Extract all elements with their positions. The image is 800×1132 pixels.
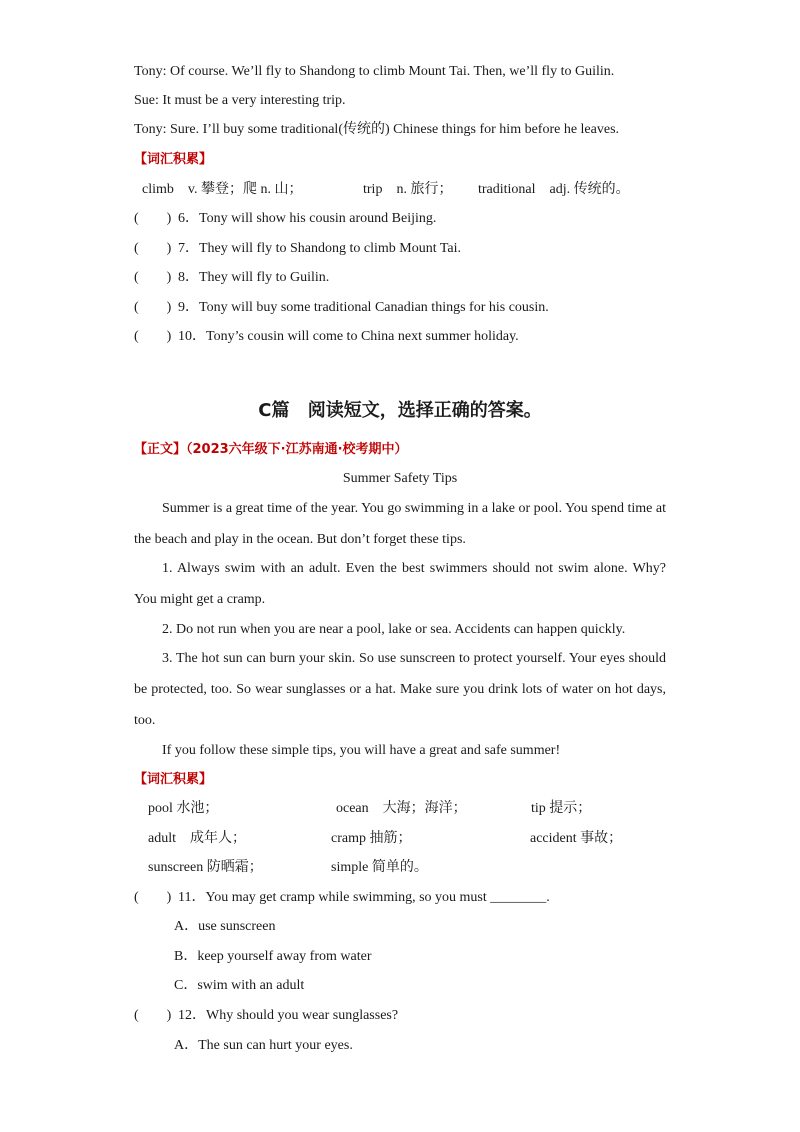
question-6 [134,210,436,228]
vocab-item: traditional adj. 传统的。 [478,182,630,197]
vocab-item: ocean 大海；海洋； [336,801,467,816]
section-title [0,396,800,422]
dialogue-line: Tony: Sure. I’ll buy some traditional(传统的) Chinese things for him before he leaves. [134,122,620,137]
section-instruction: 阅读短文，选择正确的答案。 [307,400,542,421]
answer-blank[interactable]: ( ) [134,300,172,315]
answer-blank[interactable]: ( ) [134,1008,172,1023]
question-8 [134,269,329,287]
passage-title: Summer Safety Tips [342,471,458,486]
passage-paragraph: Summer is a great time of the year. You go swimming in a lake or pool. You spend time at the beach and play in the ocean. But don’t forget these tips. [134,501,666,547]
answer-blank[interactable]: ( ) [134,329,172,344]
answer-blank[interactable]: ( ) [134,211,172,226]
vocab-item: trip n. 旅行； [363,182,453,197]
question-text: 12．Why should you wear sunglasses? [178,1008,399,1023]
question-12 [134,1007,398,1025]
question-10 [134,328,519,346]
question-9 [134,299,549,317]
vocab-item: adult 成年人； [148,831,246,846]
question-text: 8．They will fly to Guilin. [178,270,330,285]
vocab-item: climb v. 攀登；爬 n. 山； [142,182,303,197]
dialogue-line: Tony: Of course. We’ll fly to Shandong to climb Mount Tai. Then, we’ll fly to Guilin. [134,64,615,79]
answer-blank[interactable]: ( ) [134,270,172,285]
question-7 [134,240,461,258]
passage-paragraph: If you follow these simple tips, you will have a great and safe summer! [162,743,561,758]
question-text: 9．Tony will buy some traditional Canadian things for his cousin. [178,300,549,315]
vocab-heading: 【词汇积累】 [134,152,213,167]
vocab-heading: 【词汇积累】 [134,772,213,787]
passage-paragraph: 2. Do not run when you are near a pool, lake or sea. Accidents can happen quickly. [162,622,626,637]
question-11 [134,889,550,907]
option-b[interactable]: B．keep yourself away from water [174,949,372,964]
question-text: 7．They will fly to Shandong to climb Mount Tai. [178,241,462,256]
vocab-item: pool 水池； [148,801,219,816]
question-text: 10．Tony’s cousin will come to China next summer holiday. [178,329,519,344]
vocab-item: sunscreen 防晒霜； [148,860,263,875]
vocab-item: accident 事故； [530,831,623,846]
question-text: 6．Tony will show his cousin around Beijing. [178,211,437,226]
passage-paragraph: 1. Always swim with an adult. Even the best swimmers should not swim alone. Why? You might get a cramp. [134,561,666,607]
option-c[interactable]: C．swim with an adult [174,978,305,993]
dialogue-line: Sue: It must be a very interesting trip. [134,93,346,108]
vocab-item: tip 提示； [531,801,592,816]
answer-blank[interactable]: ( ) [134,890,172,905]
vocab-item: simple 简单的。 [331,860,428,875]
vocab-item: cramp 抽筋； [331,831,412,846]
passage-paragraph: 3. The hot sun can burn your skin. So use sunscreen to protect yourself. Your eyes should be protected, too. So wear sunglasses or a hat. Make sure you drink lots of water on hot days, too. [134,651,666,728]
section-label: C篇 [258,400,290,421]
option-a[interactable]: A．The sun can hurt your eyes. [174,1038,353,1053]
source-note: 【正文】（2023六年级下·江苏南通·校考期中） [134,442,408,457]
question-text: 11．You may get cramp while swimming, so you must ________. [178,890,550,905]
answer-blank[interactable]: ( ) [134,241,172,256]
option-a[interactable]: A．use sunscreen [174,919,276,934]
